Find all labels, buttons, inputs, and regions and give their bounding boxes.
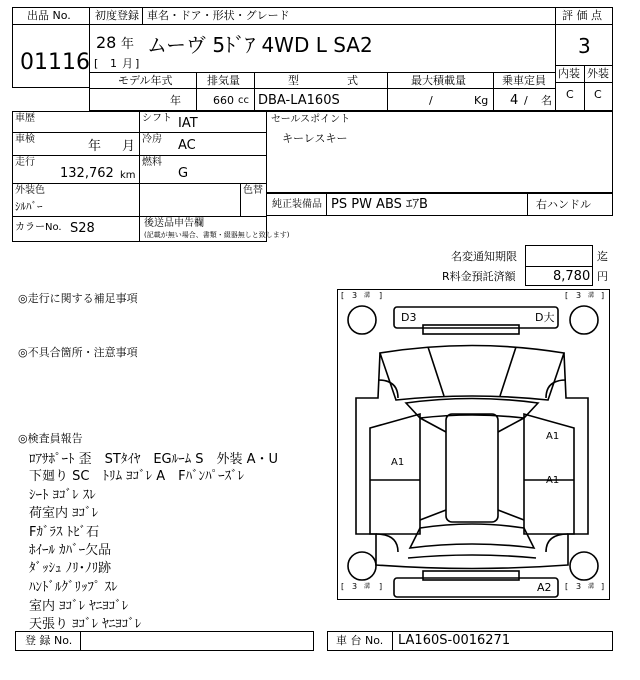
tire-bl-close: ] xyxy=(379,582,383,591)
registration-no-label: 登 録 No. xyxy=(25,634,73,647)
shaken-year-unit: 年 xyxy=(88,139,102,154)
report-line: 荷室内 ﾖｺﾞﾚ xyxy=(29,506,99,521)
mileage-value: 132,762 xyxy=(60,166,114,181)
lot-number: 01116 xyxy=(20,50,90,75)
tire-tr-close: ] xyxy=(601,291,605,300)
score-value: 3 xyxy=(578,34,591,58)
car-name: ムーヴ 5ﾄﾞｱ 4WD L SA2 xyxy=(147,33,373,57)
mileage-unit: km xyxy=(120,170,136,181)
type-label-2: 式 xyxy=(347,74,358,87)
registration-month: 1 xyxy=(110,57,117,70)
fuel-value: G xyxy=(178,166,189,181)
damage-mark-a2: A2 xyxy=(537,581,552,594)
registration-month-close: ] xyxy=(135,57,140,70)
capacity-unit: 名 xyxy=(541,94,552,107)
type-label: 型 xyxy=(288,74,299,87)
aircon-label: 冷房 xyxy=(142,134,162,145)
report-line: ﾀﾞｯｼｭ ﾉﾘ･ﾉﾘ跡 xyxy=(29,561,112,576)
tire-bl-value: 3 xyxy=(352,582,358,591)
sales-point-label: セールスポイント xyxy=(271,114,351,125)
report-line: ﾛｱｻﾎﾟｰﾄ 歪 STﾀｲﾔ EGﾙｰﾑ S 外装 A・U xyxy=(29,452,279,467)
tire-tl-close: ] xyxy=(379,291,383,300)
name-change-field xyxy=(525,245,593,267)
chassis-no-label: 車 台 No. xyxy=(336,634,384,647)
damage-diagram xyxy=(337,289,610,600)
fuel-label: 燃料 xyxy=(142,157,162,168)
registration-month-open: [ xyxy=(94,57,99,70)
color-no-label: カラーNo. xyxy=(15,222,62,233)
defects-notes-label: ◎不具合箇所・注意事項 xyxy=(18,346,138,359)
lot-number-label: 出品 No. xyxy=(27,9,71,22)
model-year-label: モデル年式 xyxy=(118,74,173,87)
mileage-label: 走行 xyxy=(15,157,35,168)
shift-label: シフト xyxy=(142,113,172,124)
handle-value: 右ハンドル xyxy=(536,198,591,211)
report-line: ﾊﾝﾄﾞﾙｸﾞﾘｯﾌﾟ ｽﾚ xyxy=(29,580,118,595)
max-load-slash: / xyxy=(429,94,433,107)
report-line: 天張り ﾖｺﾞﾚ ﾔﾆﾖｺﾞﾚ xyxy=(29,617,142,632)
damage-mark-d3: D3 xyxy=(401,311,417,324)
registration-year: 28 xyxy=(96,33,117,52)
max-load-label: 最大積載量 xyxy=(411,74,466,87)
inspector-report-label: ◎検査員報告 xyxy=(18,432,83,445)
inspector-report-list xyxy=(29,448,278,631)
tire-br-value: 3 xyxy=(576,582,582,591)
docs-label: 後送品申告欄 xyxy=(144,218,204,229)
report-line: 下廻り SC ﾄﾘﾑ ﾖｺﾞﾚ A Fﾊﾞﾝﾊﾟｰｽﾞﾚ xyxy=(29,469,245,484)
exterior-grade: C xyxy=(594,88,602,101)
interior-grade: C xyxy=(566,88,574,101)
equipment-value: PS PW ABS ｴｱB xyxy=(331,197,428,212)
chassis-no-value: LA160S-0016271 xyxy=(398,633,511,648)
damage-mark-a1-left: A1 xyxy=(391,457,405,468)
damage-mark-d-large: D大 xyxy=(535,311,555,324)
exterior-label: 外装 xyxy=(587,67,609,80)
report-line: Fｶﾞﾗｽ ﾄﾋﾞ石 xyxy=(29,525,100,540)
first-registration-label: 初度登録 xyxy=(95,9,139,22)
max-load-unit: Kg xyxy=(474,94,489,107)
name-change-unit: 迄 xyxy=(597,250,608,263)
tire-tr-value: 3 xyxy=(576,291,582,300)
type-value: DBA-LA160S xyxy=(258,93,340,108)
capacity-value: 4 xyxy=(510,93,519,108)
score-label: 評 価 点 xyxy=(562,9,602,22)
tire-bl-open: [ xyxy=(341,582,345,591)
tire-bl-note: 溝 xyxy=(364,583,371,590)
color-no-value: S28 xyxy=(70,221,95,236)
tire-tl-value: 3 xyxy=(352,291,358,300)
ext-color-label: 外装色 xyxy=(15,185,45,196)
sales-point-value: キーレスキー xyxy=(282,132,348,145)
shaken-label: 車検 xyxy=(15,134,35,145)
report-line: 室内 ﾖｺﾞﾚ ﾔﾆﾖｺﾞﾚ xyxy=(29,599,129,614)
shaken-month-unit: 月 xyxy=(122,139,136,154)
interior-label: 内装 xyxy=(558,67,580,80)
registration-month-unit: 月 xyxy=(122,57,133,70)
tire-br-open: [ xyxy=(565,582,569,591)
displacement-unit: cc xyxy=(238,95,249,106)
recycle-label: R料金預託済額 xyxy=(442,270,516,283)
recycle-unit: 円 xyxy=(597,270,608,283)
report-line: ﾎｲｰﾙ ｶﾊﾞｰ欠品 xyxy=(29,543,112,558)
running-notes-label: ◎走行に関する補足事項 xyxy=(18,292,138,305)
shift-value: IAT xyxy=(178,116,198,131)
damage-mark-a1-right-bottom: A1 xyxy=(546,475,560,486)
car-name-label: 車名・ドア・形状・グレード xyxy=(147,9,290,22)
aircon-value: AC xyxy=(178,138,196,153)
model-year-unit: 年 xyxy=(170,94,181,107)
tire-tr-note: 溝 xyxy=(588,292,595,299)
tire-br-note: 溝 xyxy=(588,583,595,590)
registration-year-unit: 年 xyxy=(121,37,135,52)
recycle-amount: 8,780 xyxy=(553,269,591,284)
tire-tl-note: 溝 xyxy=(364,292,371,299)
capacity-slash: / xyxy=(524,94,528,107)
capacity-label: 乗車定員 xyxy=(502,74,546,87)
damage-mark-a1-right-top: A1 xyxy=(546,431,560,442)
tire-br-close: ] xyxy=(601,582,605,591)
equipment-label: 純正装備品 xyxy=(272,199,322,210)
displacement-value: 660 xyxy=(213,94,234,107)
displacement-label: 排気量 xyxy=(207,74,240,87)
repaint-label: 色替 xyxy=(243,185,263,196)
docs-note: (記載が無い場合、書類・綴器無しと致します) xyxy=(144,231,290,239)
history-label: 車歴 xyxy=(15,113,35,124)
tire-tl-open: [ xyxy=(341,291,345,300)
ext-color-value: ｼﾙﾊﾞｰ xyxy=(15,200,43,213)
name-change-label: 名変通知期限 xyxy=(451,250,517,263)
tire-tr-open: [ xyxy=(565,291,569,300)
report-line: ｼｰﾄ ﾖｺﾞﾚ ｽﾚ xyxy=(29,488,96,503)
